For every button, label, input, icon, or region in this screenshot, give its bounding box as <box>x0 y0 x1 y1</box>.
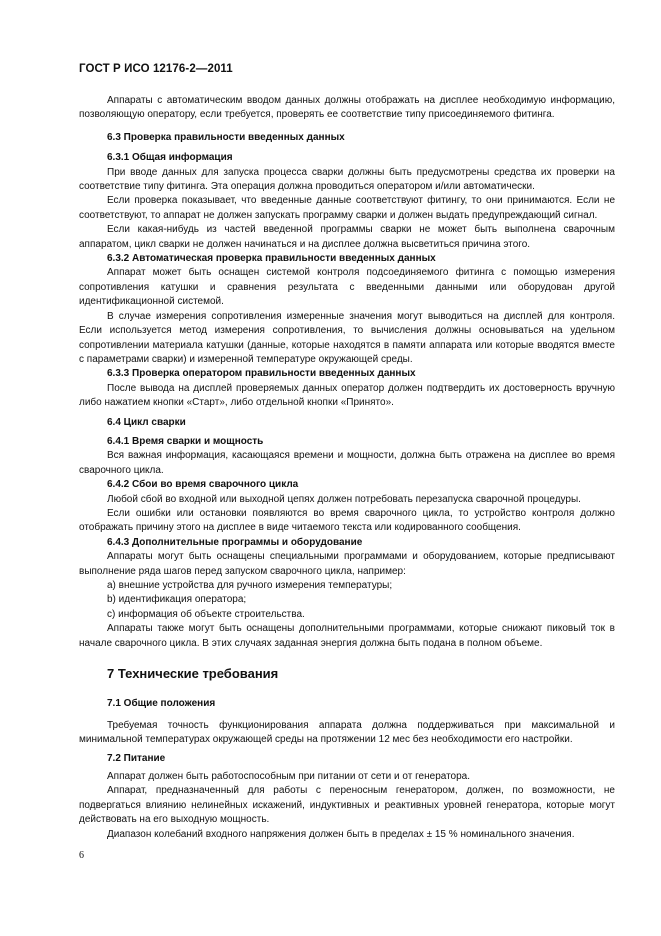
heading-6-4-3: 6.4.3 Дополнительные программы и оборудование <box>107 536 363 548</box>
paragraph-6-4-3-b: Аппараты также могут быть оснащены дополнительными программами, которые снижают пиковый ток в начале сварочного цикла. В этих случаях заданная энергия должна быть подана в полном объеме. <box>79 623 615 649</box>
section-heading-7: 7 Технические требования <box>107 666 279 682</box>
paragraph-6-3-1-c: Если какая-нибудь из частей введенной программы сварки не может быть выполнена сварочным аппаратом, цикл сварки не должен начинаться и на дисплее должна высветиться причина этого. <box>79 224 615 250</box>
paragraph-7-1: Требуемая точность функционирования аппарата должна поддерживаться при максимальной и минимальной температурах окружающей среды на протяжении 12 мес без необходимости его настройки. <box>79 719 615 746</box>
heading-6-3: 6.3 Проверка правильности введенных данных <box>107 131 345 143</box>
paragraph-6-4-3-a: Аппараты могут быть оснащены специальными программами и оборудованием, которые предписывают выполнение ряда шагов перед запуском сварочного цикла, например: <box>79 551 615 577</box>
paragraph-6-3-2-b: В случае измерения сопротивления измеренные значения могут выводиться на дисплей для контроля. Если используется метод измерения сопротивления, то вычисления должны основываться на удельном сопротивлении материала катушки (данные, которые находятся в памяти аппарата или которые вводятся вместе с параметрами сварки) и измеренной температуре окружающей среды. <box>79 310 615 365</box>
heading-7-1: 7.1 Общие положения <box>107 698 216 710</box>
paragraph-6-3-1-b: Если проверка показывает, что введенные данные соответствуют фитингу, то они принимаются. Если не соответствуют, то аппарат не должен запускать программу сварки и должен выдать предупреждающий сигнал. <box>79 195 615 221</box>
list-item: b) идентификация оператора; <box>107 594 247 606</box>
heading-7-2: 7.2 Питание <box>107 752 166 764</box>
list-item: c) информация об объекте строительства. <box>107 608 305 620</box>
heading-6-4: 6.4 Цикл сварки <box>107 416 186 428</box>
paragraph-6-4-1: Вся важная информация, касающаяся времени и мощности, должна быть отражена на дисплее во время сварочного цикла. <box>79 450 615 476</box>
list-item: a) внешние устройства для ручного измерения температуры; <box>107 580 393 591</box>
paragraph-7-2-a: Аппарат должен быть работоспособным при питании от сети и от генератора. <box>107 771 471 783</box>
paragraph-6-3-2-a: Аппарат может быть оснащен системой контроля подсоединяемого фитинга с помощью измерения сопротивления катушки и сравнения результата с введенными данными или оборудован другой идентификационной системой. <box>79 267 615 308</box>
paragraph-6-3-3: После вывода на дисплей проверяемых данных оператор должен подтвердить их достоверность вручную либо нажатием кнопки «Старт», либо отдельной кнопки «Принято». <box>79 382 615 409</box>
document-header: ГОСТ Р ИСО 12176-2—2011 <box>79 63 233 75</box>
page-number: 6 <box>79 850 84 861</box>
heading-6-4-2: 6.4.2 Сбои во время сварочного цикла <box>107 479 299 491</box>
paragraph-6-4-2-b: Если ошибки или остановки появляются во время сварочного цикла, то устройство контроля должно отображать причину этого на дисплее в виде читаемого текста или кодированного сообщения. <box>79 507 615 534</box>
paragraph-intro: Аппараты с автоматическим вводом данных должны отображать на дисплее необходимую информацию, позволяющую оператору, если требуется, проверять ее соответствие типу присоединяемого фитинга. <box>79 95 615 121</box>
heading-6-4-1: 6.4.1 Время сварки и мощность <box>107 435 264 447</box>
paragraph-6-3-1-a: При вводе данных для запуска процесса сварки должны быть предусмотрены средства их проверки на соответствие типу фитинга. Эта операция должна проводиться оператором и/или автоматически. <box>79 166 615 193</box>
document-body <box>79 94 615 842</box>
heading-6-3-2: 6.3.2 Автоматическая проверка правильности введенных данных <box>107 253 436 265</box>
paragraph-6-4-2-a: Любой сбой во входной или выходной цепях должен потребовать перезапуска сварочной процедуры. <box>107 493 581 505</box>
heading-6-3-1: 6.3.1 Общая информация <box>107 152 233 164</box>
paragraph-7-2-b: Аппарат, предназначенный для работы с переносным генератором, должен, по возможности, не подвергаться влиянию нелинейных искажений, индуктивных и реактивных уровней генератора, которые могут действовать на его выходную мощность. <box>79 785 615 826</box>
paragraph-7-2-c: Диапазон колебаний входного напряжения должен быть в пределах ± 15 % номинального значения. <box>107 828 575 840</box>
heading-6-3-3: 6.3.3 Проверка оператором правильности введенных данных <box>107 368 416 380</box>
